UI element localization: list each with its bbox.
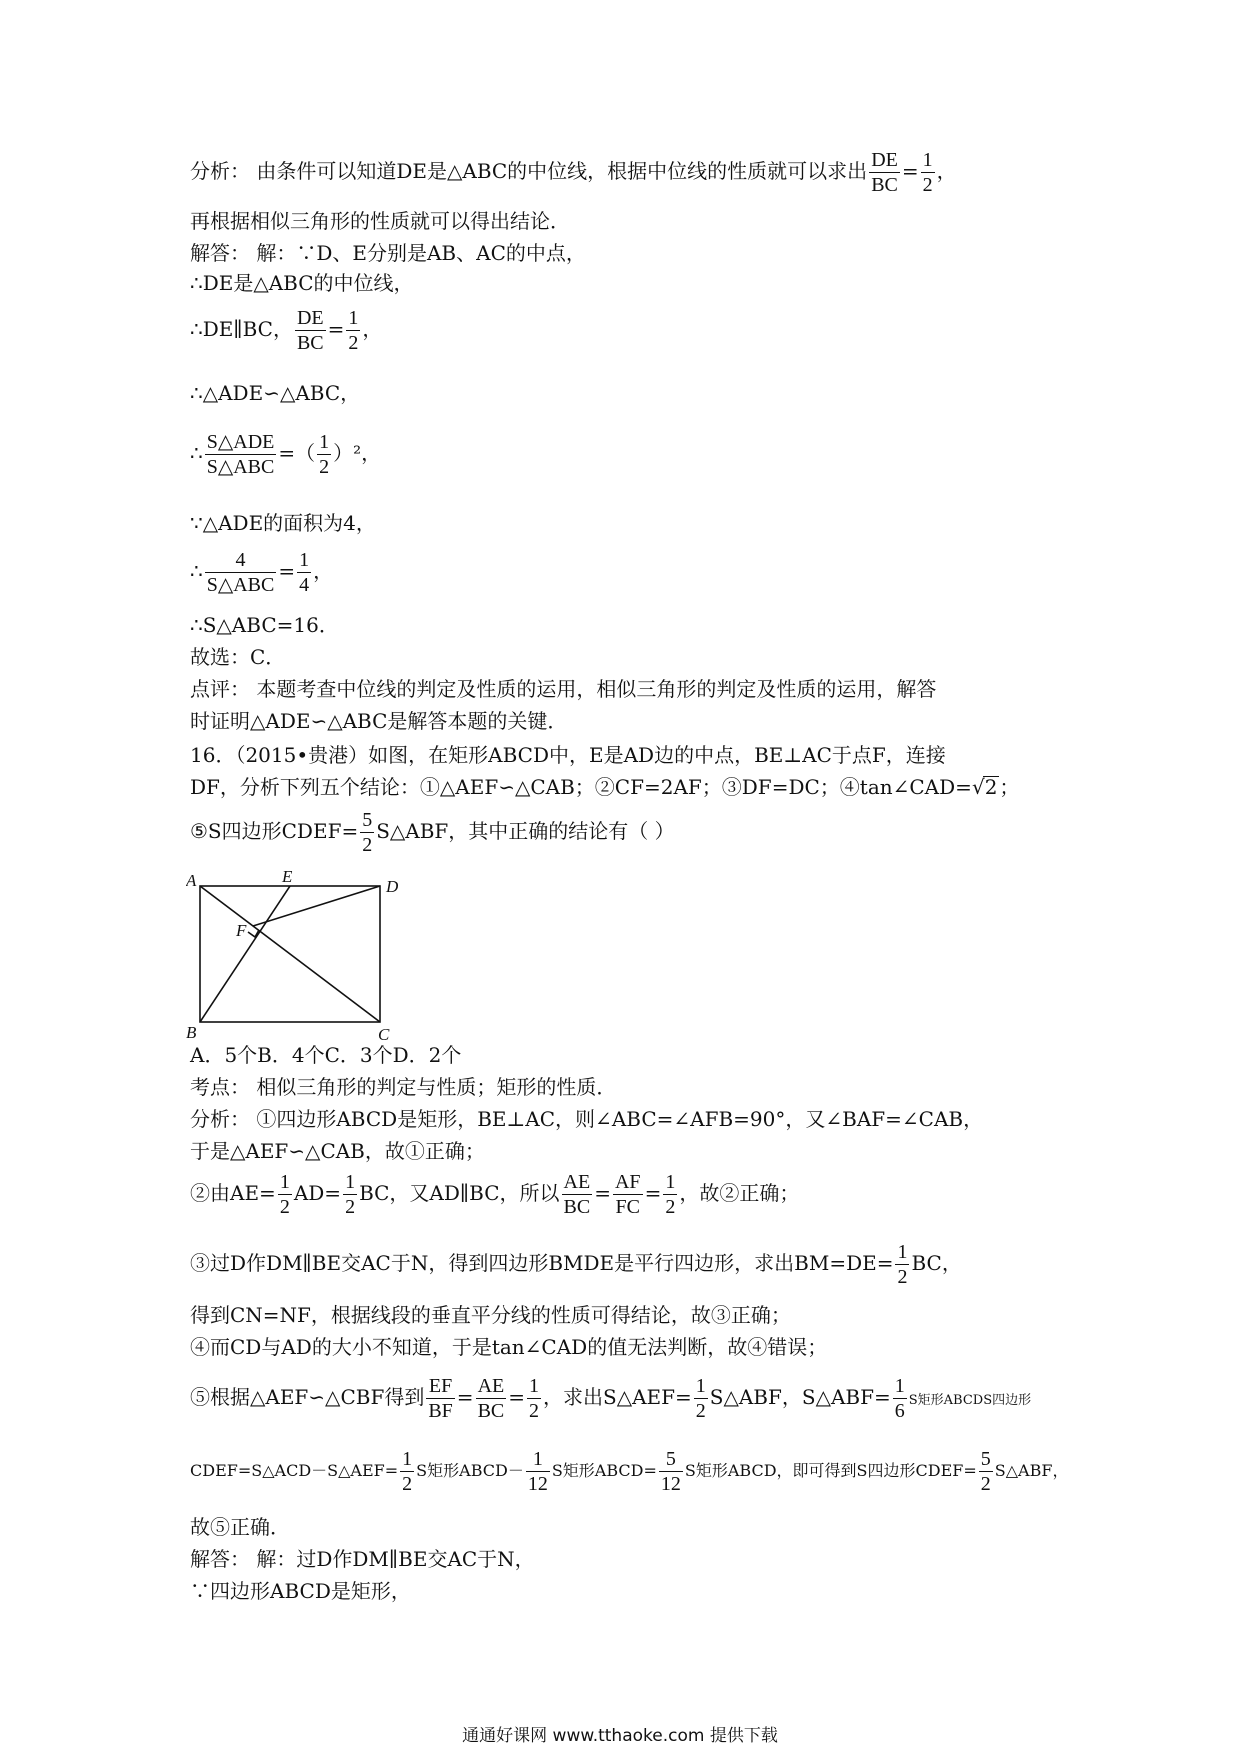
- fraction: $\frac{DE}{BC}$: [871, 149, 898, 196]
- answer-line-1: 解答： 解：∵D、E分别是AB、AC的中点，: [190, 241, 586, 265]
- fraction: $\frac{1}{12}$: [527, 1448, 548, 1495]
- question-16-line-1: 16．（2015•贵港）如图，在矩形ABCD中，E是AD边的中点，BE⊥AC于点F，连接: [190, 743, 946, 767]
- answer-line-6: ∵△ADE的面积为4，: [190, 511, 376, 535]
- fraction: $\frac{AE}{BC}$: [477, 1375, 505, 1422]
- analysis2-line-4: ③过D作DM∥BE交AC于N，得到四边形BMDE是平行四边形，求出BM=DE= $\frac{1}{2}$ BC，: [190, 1241, 962, 1288]
- answer-choice: 故选：C．: [190, 645, 286, 669]
- analysis2-line-1: 分析： ①四边形ABCD是矩形，BE⊥AC，则∠ABC=∠AFB=90°，又∠BAF=∠CAB，: [190, 1107, 984, 1131]
- fraction: $\frac{AE}{BC}$: [563, 1171, 591, 1218]
- fraction: $\frac{1}{2}$: [402, 1448, 413, 1495]
- answer-line-8: ∴S△ABC=16．: [190, 613, 339, 637]
- footer-source: 通通好课网 www.tthaoke.com 提供下载: [462, 1726, 778, 1746]
- diagonal-ac: [200, 886, 380, 1022]
- label-e: E: [282, 870, 293, 886]
- label-c: C: [378, 1025, 390, 1040]
- fraction: $\frac{1}{2}$: [529, 1375, 540, 1422]
- fraction: $\frac{1}{2}$: [319, 431, 330, 478]
- question-16-line-2: DF，分析下列五个结论：①△AEF∽△CAB；②CF=2AF；③DF=DC；④tan∠CAD=√2 ；: [190, 775, 1020, 799]
- analysis2-line-8: CDEF=S△ACD－S△AEF= $\frac{1}{2}$ S矩形ABCD－ $\frac{1}{12}$ S矩形ABCD= $\frac{5}{12}$ S矩形ABCD，即可得到S四边形CDEF= $\frac{5}{2}$ S△ABF，: [190, 1448, 1069, 1495]
- comment-line-2: 时证明△ADE∽△ABC是解答本题的关键．: [190, 709, 568, 733]
- fraction: $\frac{DE}{BC}$: [296, 307, 324, 354]
- label-a: A: [186, 871, 197, 890]
- analysis2-line-9: 故⑤正确．: [190, 1515, 290, 1539]
- label-f: F: [236, 921, 247, 940]
- analysis2-line-7: ⑤根据△AEF∽△CBF得到 $\frac{EF}{BF}$ = $\frac{AE}{BC}$ = $\frac{1}{2}$ ，求出S△AEF= $\frac{1}{2}$ S△ABF，S△ABF= $\frac{1}{6}$ S矩形ABCDS四边形: [190, 1375, 1032, 1422]
- answer-line-3: ∴DE∥BC， $\frac{DE}{BC}$ = $\frac{1}{2}$ ，: [190, 307, 383, 354]
- fraction: $\frac{5}{2}$: [362, 809, 373, 856]
- fraction: $\frac{1}{2}$: [922, 149, 933, 196]
- answer-line-2: ∴DE是△ABC的中位线，: [190, 271, 414, 295]
- analysis2-line-2: 于是△AEF∽△CAB，故①正确；: [190, 1139, 485, 1163]
- segment-df: [253, 886, 380, 926]
- analysis-line-2: 再根据相似三角形的性质就可以得出结论．: [190, 209, 570, 233]
- answer-line-5: ∴ $\frac{\text{S△ADE}}{\text{S△ABC}}$ =（ $\frac{1}{2}$ ）²，: [190, 431, 382, 478]
- question-16-line-3: ⑤S四边形CDEF= $\frac{5}{2}$ S△ABF，其中正确的结论有（ ）: [190, 809, 675, 856]
- segment-be: [200, 886, 290, 1022]
- fraction: $\frac{1}{2}$: [665, 1171, 676, 1218]
- analysis-line-1: 分析： 由条件可以知道DE是△ABC的中位线，根据中位线的性质就可以求出 $\frac{DE}{BC}$ = $\frac{1}{2}$ ，: [190, 149, 957, 196]
- fraction: $\frac{1}{2}$: [348, 307, 359, 354]
- analysis2-line-5: 得到CN=NF，根据线段的垂直平分线的性质可得结论，故③正确；: [190, 1303, 791, 1327]
- answer-options: A．5个B．4个C．3个D．2个: [190, 1043, 462, 1067]
- answer2-line-2: ∵四边形ABCD是矩形，: [190, 1579, 411, 1603]
- fraction: $\frac{1}{2}$: [345, 1171, 356, 1218]
- fraction: $\frac{1}{2}$: [695, 1375, 706, 1422]
- analysis2-line-3: ②由AE= $\frac{1}{2}$ AD= $\frac{1}{2}$ BC，又AD∥BC，所以 $\frac{AE}{BC}$ = $\frac{AF}{FC}$ = $\frac{1}{2}$ ，故②正确；: [190, 1171, 800, 1218]
- fraction: $\frac{AF}{FC}$: [614, 1171, 641, 1218]
- fraction: $\frac{1}{6}$: [894, 1375, 905, 1422]
- fraction: $\frac{\text{S△ADE}}{\text{S△ABC}}$: [206, 431, 275, 478]
- analysis2-line-6: ④而CD与AD的大小不知道，于是tan∠CAD的值无法判断，故④错误；: [190, 1335, 828, 1359]
- label-b: B: [186, 1023, 197, 1040]
- comment-line-1: 点评： 本题考查中位线的判定及性质的运用，相似三角形的判定及性质的运用，解答: [190, 677, 937, 701]
- fraction: $\frac{5}{12}$: [660, 1448, 681, 1495]
- fraction: $\frac{4}{\text{S△ABC}}$: [206, 549, 275, 596]
- fraction: $\frac{5}{2}$: [980, 1448, 991, 1495]
- fraction: $\frac{1}{2}$: [279, 1171, 290, 1218]
- label-d: D: [386, 877, 399, 896]
- answer-line-4: ∴△ADE∽△ABC，: [190, 381, 361, 405]
- fraction: $\frac{1}{4}$: [299, 549, 310, 596]
- answer2-line-1: 解答： 解：过D作DM∥BE交AC于N，: [190, 1547, 535, 1571]
- fraction: $\frac{1}{2}$: [897, 1241, 908, 1288]
- fraction: $\frac{EF}{BF}$: [428, 1375, 453, 1422]
- answer-line-7: ∴ $\frac{4}{\text{S△ABC}}$ = $\frac{1}{4}$ ，: [190, 549, 334, 596]
- topic-line: 考点： 相似三角形的判定与性质；矩形的性质．: [190, 1075, 617, 1099]
- rectangle-abcd-figure: [186, 870, 426, 1040]
